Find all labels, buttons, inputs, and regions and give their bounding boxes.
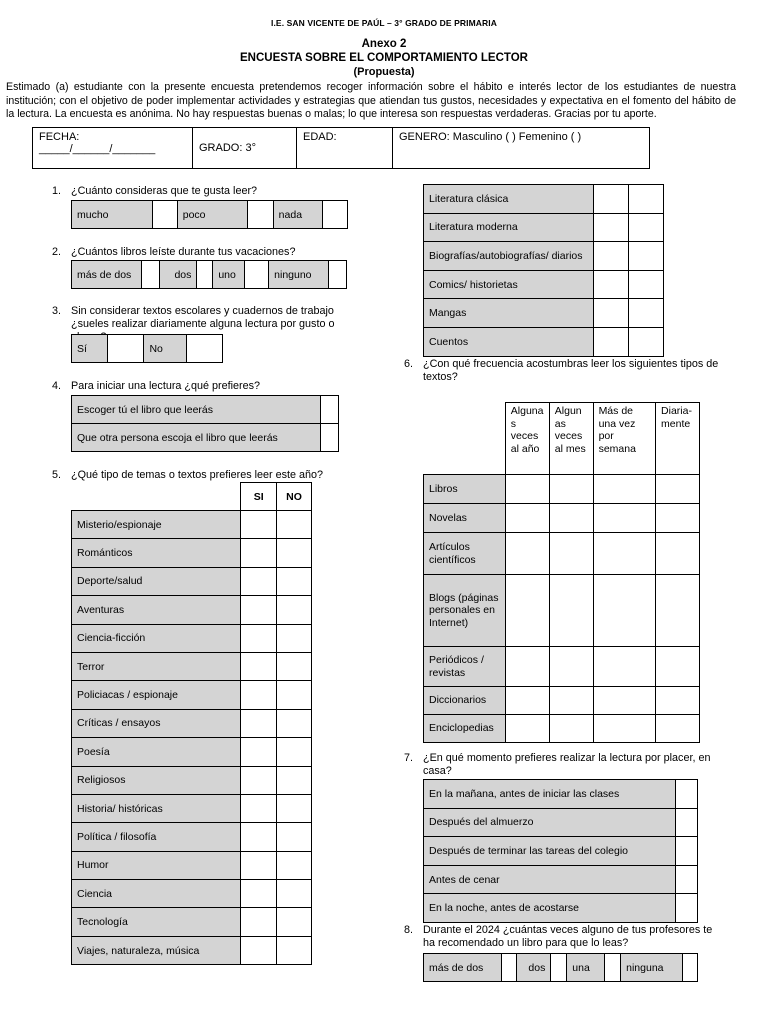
q5-si-checkbox[interactable] <box>241 681 277 709</box>
q5-no-checkbox[interactable] <box>277 511 312 539</box>
q6-item-label: Novelas <box>424 504 506 533</box>
q5-no-checkbox[interactable] <box>277 681 312 709</box>
q3-option-label: No <box>144 335 186 363</box>
q2-checkbox[interactable] <box>245 261 269 289</box>
q8-option-label: ninguna <box>621 954 683 982</box>
q5-no-checkbox[interactable] <box>277 766 312 794</box>
q2-checkbox[interactable] <box>197 261 213 289</box>
q7-option-label: En la noche, antes de acostarse <box>424 894 676 923</box>
q6-col-header: Diaria- mente <box>656 403 700 475</box>
grado-cell: GRADO: 3° <box>193 128 297 169</box>
q5b-no-checkbox[interactable] <box>629 299 664 328</box>
q5-number: 5. <box>52 469 62 481</box>
student-info-table <box>32 127 650 169</box>
q6-frequency-cell[interactable] <box>656 533 700 575</box>
q6-frequency-cell[interactable] <box>505 687 549 715</box>
q6-frequency-cell[interactable] <box>656 647 700 687</box>
q5-item-label: Críticas / ensayos <box>72 709 241 737</box>
q6-frequency-cell[interactable] <box>593 715 655 743</box>
q8-option-label: una <box>567 954 605 982</box>
q1-checkbox[interactable] <box>152 201 177 229</box>
q6-col-header: Alguna s veces al año <box>505 403 549 475</box>
q7-number: 7. <box>404 752 414 764</box>
q5-col-no: NO <box>277 483 312 511</box>
q6-frequency-cell[interactable] <box>593 504 655 533</box>
q5-si-checkbox[interactable] <box>241 936 277 964</box>
q5b-table <box>423 184 664 357</box>
q5-item-label: Poesía <box>72 738 241 766</box>
q2-number: 2. <box>52 246 62 258</box>
q6-frequency-cell[interactable] <box>549 715 593 743</box>
q5-header-spacer <box>72 483 241 511</box>
q6-frequency-cell[interactable] <box>549 687 593 715</box>
q7-checkbox[interactable] <box>676 865 698 894</box>
q3-text: Sin considerar textos escolares y cuadernos de trabajo ¿sueles realizar diariamente alguna lectura por gusto o <box>71 305 335 330</box>
q6-frequency-cell[interactable] <box>549 475 593 504</box>
q5-item-label: Religiosos <box>72 766 241 794</box>
q8-option-label: dos <box>517 954 551 982</box>
q5-si-checkbox[interactable] <box>241 709 277 737</box>
q6-frequency-cell[interactable] <box>593 647 655 687</box>
q5b-no-checkbox[interactable] <box>629 270 664 299</box>
q5-no-checkbox[interactable] <box>277 880 312 908</box>
q6-frequency-cell[interactable] <box>656 475 700 504</box>
q5-si-checkbox[interactable] <box>241 624 277 652</box>
q6-frequency-cell[interactable] <box>656 504 700 533</box>
q5b-item-label: Literatura moderna <box>424 213 594 242</box>
q8-option-label: más de dos <box>424 954 502 982</box>
q2-option-label: uno <box>213 261 245 289</box>
intro-paragraph: Estimado (a) estudiante con la presente encuesta pretendemos recoger información sobre el hábito e interés lector de los estudiantes de nuestra institución; con el objetivo de poder implementar actividades y estrategias que atiendan tus gustos, necesidades y expectativa en el fomento del hábito de la lectura. La encuesta es anónima. No hay respuestas buenas o malas; lo que interesa son respuestas verdaderas. Gracias por tu aporte. <box>6 81 736 121</box>
q6-frequency-cell[interactable] <box>505 475 549 504</box>
q5b-si-checkbox[interactable] <box>593 299 629 328</box>
q5b-item-label: Cuentos <box>424 327 594 356</box>
q2-checkbox[interactable] <box>329 261 347 289</box>
q6-frequency-cell[interactable] <box>549 575 593 647</box>
fecha-label: FECHA: <box>39 131 80 143</box>
edad-cell[interactable]: EDAD: <box>297 128 393 169</box>
q6-frequency-cell[interactable] <box>593 475 655 504</box>
q6-number: 6. <box>404 358 414 370</box>
q1-checkbox[interactable] <box>248 201 273 229</box>
q2-option-label: más de dos <box>72 261 142 289</box>
q5-item-label: Política / filosofía <box>72 823 241 851</box>
q5b-no-checkbox[interactable] <box>629 242 664 271</box>
q3-checkbox[interactable] <box>108 335 144 363</box>
q5-si-checkbox[interactable] <box>241 908 277 936</box>
q4-options <box>71 395 339 452</box>
q6-text: ¿Con qué frecuencia acostumbras leer los siguientes tipos de textos? <box>423 358 719 383</box>
q5-no-checkbox[interactable] <box>277 823 312 851</box>
q6-frequency-cell[interactable] <box>505 504 549 533</box>
q7-option-label: Después de terminar las tareas del colegio <box>424 837 676 866</box>
q6-item-label: Libros <box>424 475 506 504</box>
q7-text: ¿En qué momento prefieres realizar la lectura por placer, en casa? <box>423 752 711 777</box>
q5b-no-checkbox[interactable] <box>629 185 664 214</box>
q5-item-label: Deporte/salud <box>72 567 241 595</box>
q5-item-label: Misterio/espionaje <box>72 511 241 539</box>
q4-checkbox[interactable] <box>321 396 339 424</box>
q5-si-checkbox[interactable] <box>241 511 277 539</box>
q5-si-checkbox[interactable] <box>241 823 277 851</box>
q1-option-label: mucho <box>72 201 153 229</box>
q1-option-label: poco <box>177 201 248 229</box>
q6-frequency-cell[interactable] <box>593 575 655 647</box>
q5-no-checkbox[interactable] <box>277 851 312 879</box>
q5-item-label: Historia/ históricas <box>72 794 241 822</box>
q5-no-checkbox[interactable] <box>277 908 312 936</box>
q4-option-label: Escoger tú el libro que leerás <box>72 396 321 424</box>
q6-item-label: Blogs (páginas personales en Internet) <box>424 575 506 647</box>
q1-option-label: nada <box>273 201 322 229</box>
school-header: I.E. SAN VICENTE DE PAÚL – 3° GRADO DE PRIMARIA <box>271 18 497 28</box>
q1-options <box>71 200 348 229</box>
q5-no-checkbox[interactable] <box>277 709 312 737</box>
q5-no-checkbox[interactable] <box>277 539 312 567</box>
q5-si-checkbox[interactable] <box>241 794 277 822</box>
q5-si-checkbox[interactable] <box>241 652 277 680</box>
fecha-cell[interactable] <box>33 128 193 169</box>
annex-label: Anexo 2 <box>361 38 407 50</box>
q5b-si-checkbox[interactable] <box>593 185 629 214</box>
q5-item-label: Ciencia <box>72 880 241 908</box>
q5-si-checkbox[interactable] <box>241 539 277 567</box>
q8-checkbox[interactable] <box>605 954 621 982</box>
q5-si-checkbox[interactable] <box>241 880 277 908</box>
q6-frequency-cell[interactable] <box>549 504 593 533</box>
q7-option-label: En la mañana, antes de iniciar las clases <box>424 780 676 809</box>
q5b-item-label: Biografías/autobiografías/ diarios <box>424 242 594 271</box>
q6-frequency-cell[interactable] <box>593 533 655 575</box>
q6-frequency-cell[interactable] <box>656 575 700 647</box>
q6-item-label: Enciclopedias <box>424 715 506 743</box>
q5-col-si: SI <box>241 483 277 511</box>
q2-option-label: ninguno <box>269 261 329 289</box>
q8-options <box>423 953 698 982</box>
q5-item-label: Ciencia-ficción <box>72 624 241 652</box>
q5b-si-checkbox[interactable] <box>593 270 629 299</box>
q1-number: 1. <box>52 185 62 197</box>
q3-number: 3. <box>52 305 62 317</box>
q2-checkbox[interactable] <box>141 261 159 289</box>
q2-text: ¿Cuántos libros leíste durante tus vacaciones? <box>71 246 296 258</box>
q4-checkbox[interactable] <box>321 424 339 452</box>
q5-item-label: Viajes, naturaleza, música <box>72 936 241 964</box>
q6-item-label: Diccionarios <box>424 687 506 715</box>
q6-frequency-cell[interactable] <box>505 647 549 687</box>
q5-item-label: Policiacas / espionaje <box>72 681 241 709</box>
q5-item-label: Humor <box>72 851 241 879</box>
q6-frequency-cell[interactable] <box>593 687 655 715</box>
q5b-no-checkbox[interactable] <box>629 213 664 242</box>
q6-frequency-cell[interactable] <box>656 687 700 715</box>
q8-text: Durante el 2024 ¿cuántas veces alguno de tus profesores te ha recomendado un libro para que lo leas? <box>423 924 713 949</box>
q5b-si-checkbox[interactable] <box>593 213 629 242</box>
q8-checkbox[interactable] <box>501 954 517 982</box>
q6-col-header: Algun as veces al mes <box>549 403 593 475</box>
q5-no-checkbox[interactable] <box>277 567 312 595</box>
q7-checkbox[interactable] <box>676 894 698 923</box>
q6-frequency-cell[interactable] <box>549 533 593 575</box>
q5-no-checkbox[interactable] <box>277 652 312 680</box>
q5b-item-label: Literatura clásica <box>424 185 594 214</box>
q5b-no-checkbox[interactable] <box>629 327 664 356</box>
q5-item-label: Tecnología <box>72 908 241 936</box>
q4-option-label: Que otra persona escoja el libro que leerás <box>72 424 321 452</box>
q7-option-label: Antes de cenar <box>424 865 676 894</box>
genero-cell[interactable]: GENERO: Masculino ( ) Femenino ( ) <box>393 128 650 169</box>
q6-frequency-cell[interactable] <box>549 647 593 687</box>
q5-si-checkbox[interactable] <box>241 567 277 595</box>
q6-item-label: Periódicos / revistas <box>424 647 506 687</box>
q5-table <box>71 482 312 965</box>
fecha-blank: _____/______/_______ <box>39 143 156 155</box>
q6-header-spacer <box>424 403 506 475</box>
q5-no-checkbox[interactable] <box>277 624 312 652</box>
q6-table <box>423 402 700 743</box>
document-subtitle: (Propuesta) <box>353 66 415 78</box>
q5-no-checkbox[interactable] <box>277 936 312 964</box>
q3-options <box>71 334 223 363</box>
q8-checkbox[interactable] <box>682 954 697 982</box>
q7-option-label: Después del almuerzo <box>424 808 676 837</box>
q5-item-label: Terror <box>72 652 241 680</box>
q5b-si-checkbox[interactable] <box>593 242 629 271</box>
q5-no-checkbox[interactable] <box>277 738 312 766</box>
document-title: ENCUESTA SOBRE EL COMPORTAMIENTO LECTOR <box>240 52 528 64</box>
q8-checkbox[interactable] <box>551 954 567 982</box>
q4-text: Para iniciar una lectura ¿qué prefieres? <box>71 380 261 392</box>
q6-item-label: Artículos científicos <box>424 533 506 575</box>
q2-options <box>71 260 347 289</box>
q6-frequency-cell[interactable] <box>656 715 700 743</box>
q5b-item-label: Mangas <box>424 299 594 328</box>
q5-si-checkbox[interactable] <box>241 738 277 766</box>
q3-checkbox[interactable] <box>186 335 222 363</box>
q1-text: ¿Cuánto consideras que te gusta leer? <box>71 185 258 197</box>
q5b-item-label: Comics/ historietas <box>424 270 594 299</box>
q8-number: 8. <box>404 924 414 936</box>
q4-number: 4. <box>52 380 62 392</box>
q5-item-label: Románticos <box>72 539 241 567</box>
q5-no-checkbox[interactable] <box>277 596 312 624</box>
q5-si-checkbox[interactable] <box>241 766 277 794</box>
q5b-si-checkbox[interactable] <box>593 327 629 356</box>
q7-checkbox[interactable] <box>676 780 698 809</box>
q6-frequency-cell[interactable] <box>505 715 549 743</box>
q6-col-header: Más de una vez por semana <box>593 403 655 475</box>
q7-checkbox[interactable] <box>676 837 698 866</box>
q3-option-label: Sí <box>72 335 108 363</box>
q6-frequency-cell[interactable] <box>505 575 549 647</box>
q2-option-label: dos <box>159 261 197 289</box>
q5-item-label: Aventuras <box>72 596 241 624</box>
q1-checkbox[interactable] <box>322 201 347 229</box>
q6-frequency-cell[interactable] <box>505 533 549 575</box>
q7-checkbox[interactable] <box>676 808 698 837</box>
q5-si-checkbox[interactable] <box>241 596 277 624</box>
q5-text: ¿Qué tipo de temas o textos prefieres leer este año? <box>71 469 324 481</box>
q5-si-checkbox[interactable] <box>241 851 277 879</box>
q7-options <box>423 779 698 923</box>
q5-no-checkbox[interactable] <box>277 794 312 822</box>
